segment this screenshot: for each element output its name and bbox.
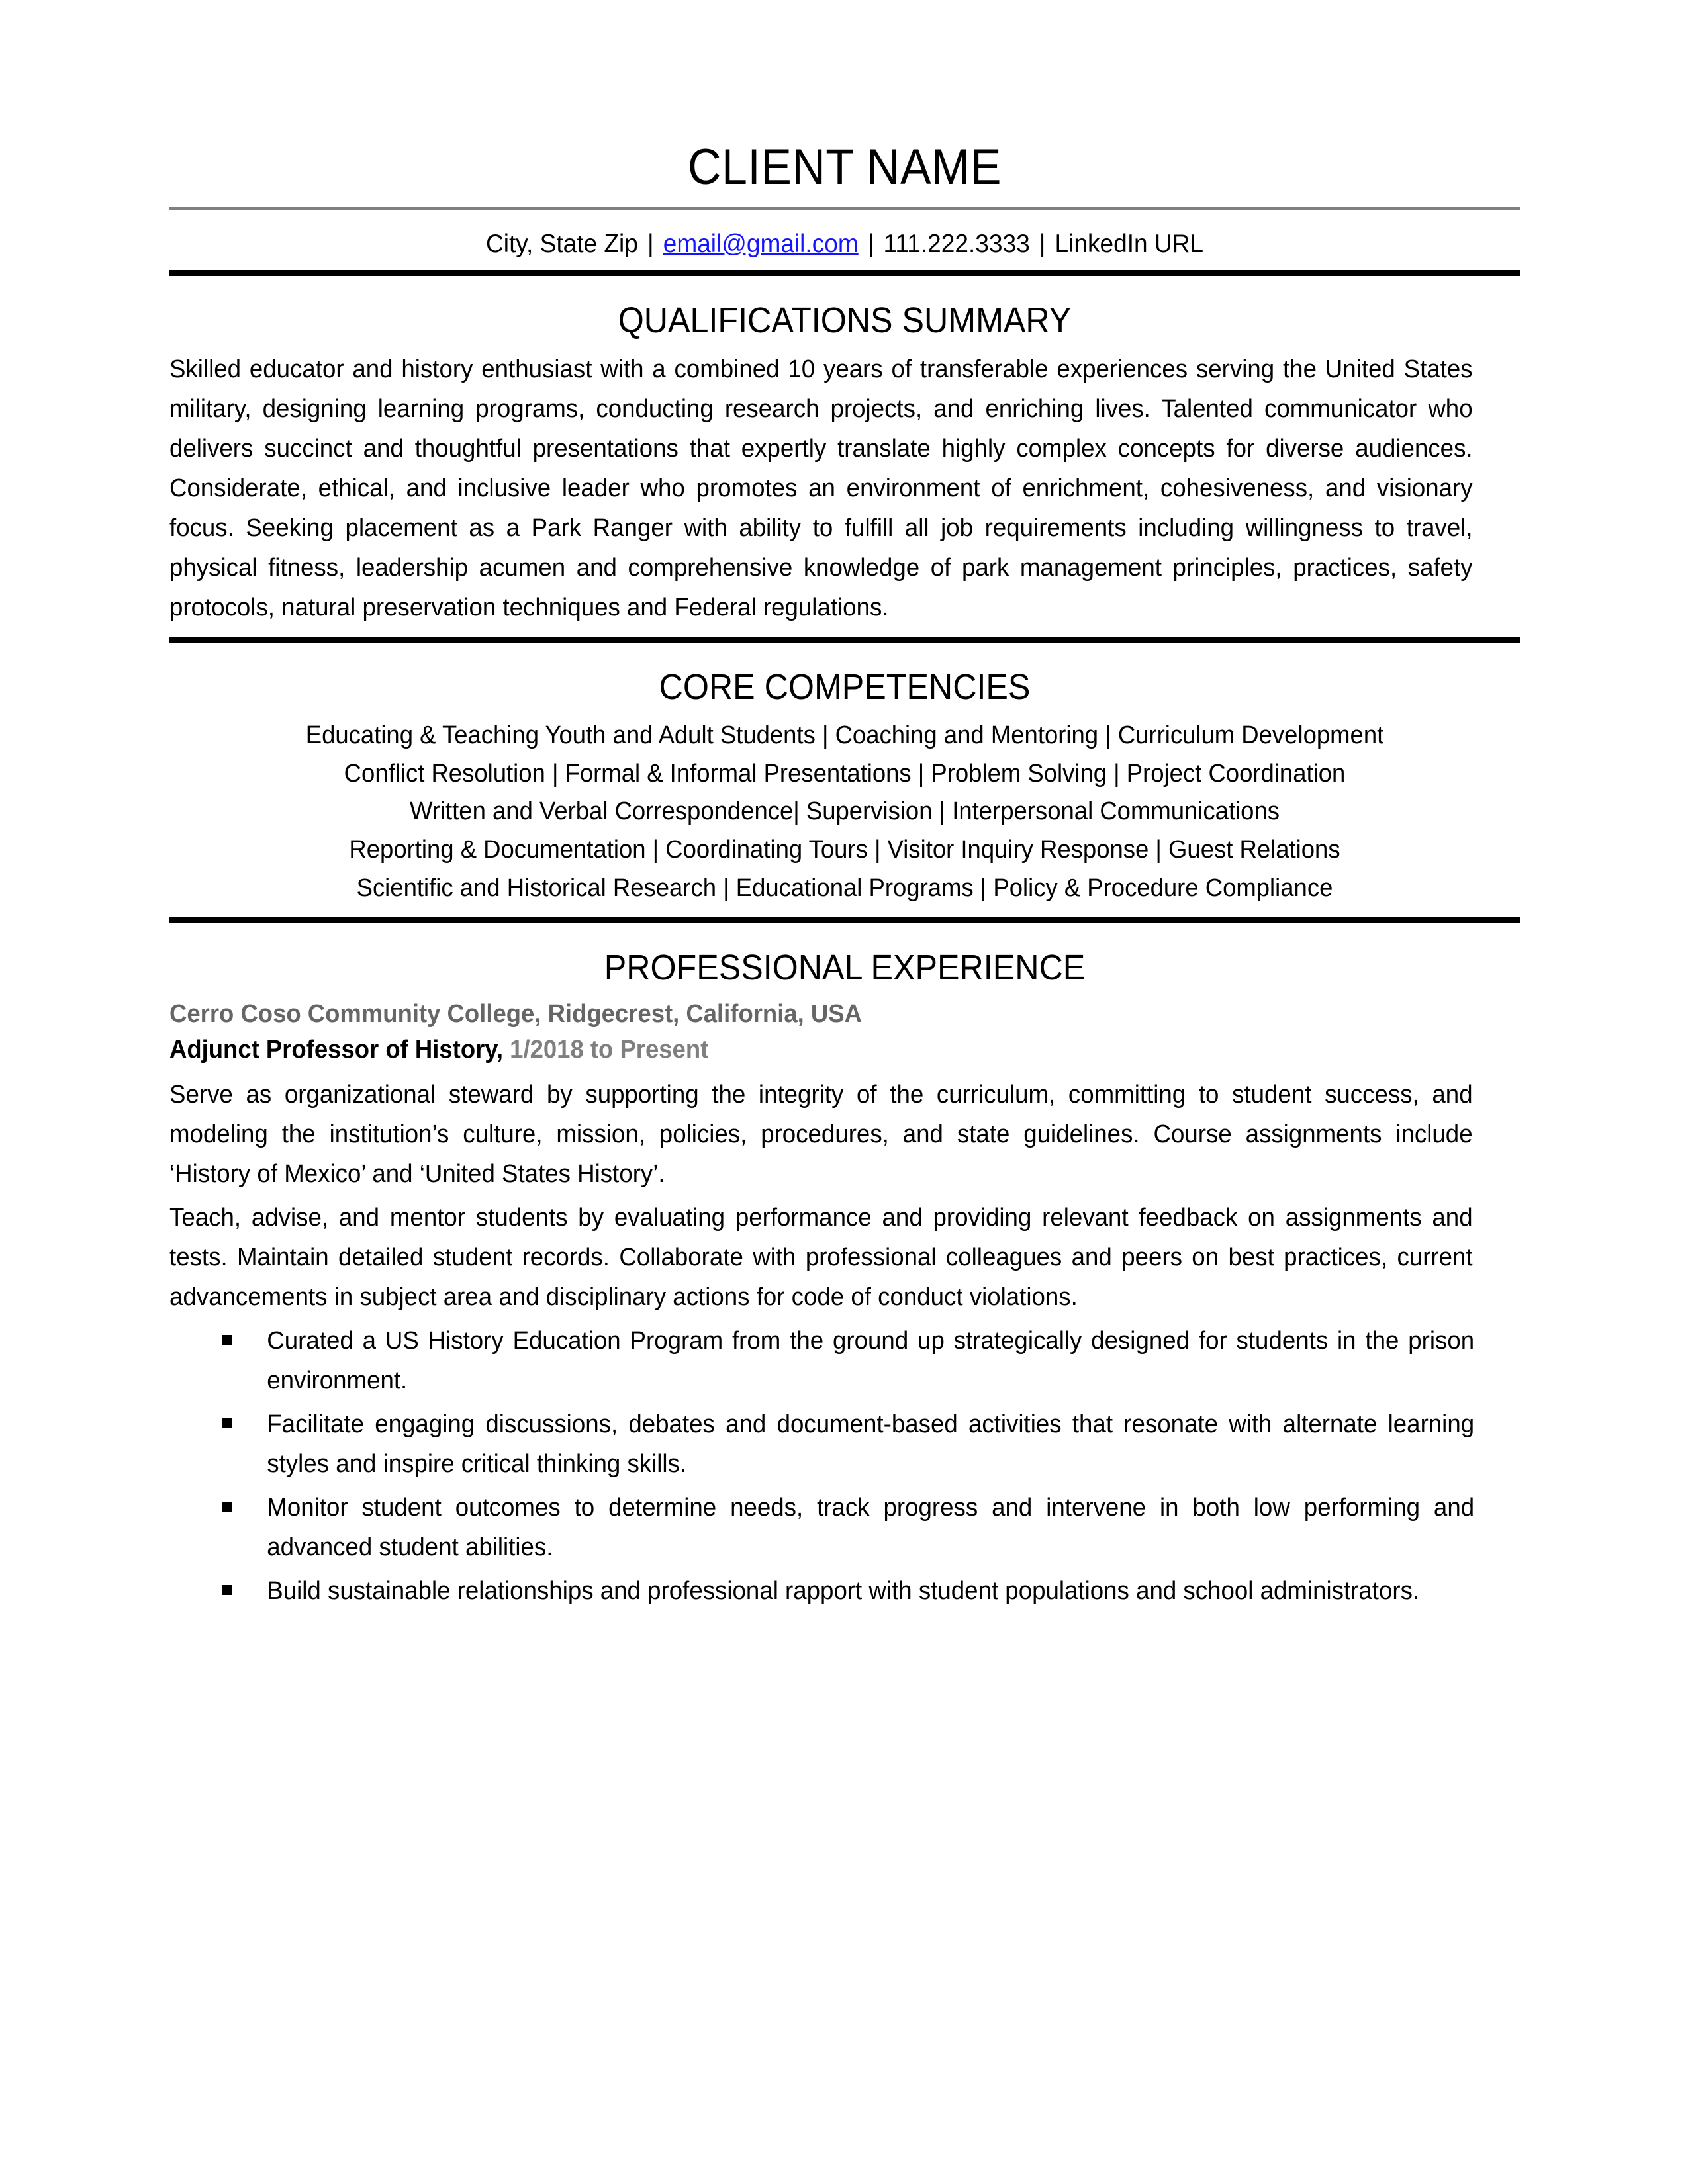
section-divider-2: [169, 917, 1520, 923]
competency-line: Reporting & Documentation | Coordinating Tours | Visitor Inquiry Response | Guest Relations: [349, 836, 1340, 864]
qualifications-paragraph: Skilled educator and history enthusiast with a combined 10 years of transferable experiences serving the United States military, designing learning programs, conducting research projects, and enriching lives. Talented communicator who delivers succinct and thoughtful presentations that expertly translate highly complex concepts for diverse audiences. Considerate, ethical, and inclusive leader who promotes an environment of enrichment, cohesiveness, and visionary focus. Seeking placement as a Park Ranger with ability to fulfill all job requirements including willingness to travel, physical fitness, leadership acumen and comprehensive knowledge of park management principles, practices, safety protocols, natural preservation techniques and Federal regulations.: [169, 355, 1473, 622]
resume-content: [169, 139, 1520, 1624]
contact-separator: |: [867, 230, 874, 258]
competency-line: Conflict Resolution | Formal & Informal Presentations | Problem Solving | Project Coordination: [344, 759, 1346, 788]
competency-line: Educating & Teaching Youth and Adult Students | Coaching and Mentoring | Curriculum Development: [305, 721, 1384, 749]
resume-header: [169, 139, 1520, 276]
square-bullet-icon: [222, 1502, 232, 1512]
contact-linkedin: LinkedIn URL: [1055, 230, 1204, 258]
square-bullet-icon: [222, 1418, 232, 1428]
square-bullet-icon: [222, 1335, 232, 1345]
list-item-text: Monitor student outcomes to determine needs, track progress and intervene in both low performing and advanced student abilities.: [267, 1494, 1475, 1562]
contact-separator: |: [1039, 230, 1046, 258]
section-heading-qualifications: QUALIFICATIONS SUMMARY: [618, 300, 1072, 340]
section-heading-experience: PROFESSIONAL EXPERIENCE: [604, 947, 1086, 987]
list-item: [217, 1404, 1474, 1484]
square-bullet-icon: [222, 1585, 232, 1595]
contact-phone: 111.222.3333: [883, 230, 1030, 258]
job-title-line: [169, 1032, 1466, 1068]
job-title: Adjunct Professor of History,: [169, 1035, 504, 1064]
section-professional-experience: [169, 923, 1520, 1625]
list-item-text: Facilitate engaging discussions, debates and document-based activities that resonate with alternate learning styles and inspire critical thinking skills.: [267, 1410, 1475, 1479]
list-item: [217, 1488, 1474, 1567]
section-core-competencies: [169, 643, 1520, 917]
competency-line: Written and Verbal Correspondence| Supervision | Interpersonal Communications: [409, 797, 1280, 826]
section-heading-competencies: CORE COMPETENCIES: [659, 667, 1031, 707]
list-item: [217, 1571, 1474, 1611]
section-divider-1: [169, 637, 1520, 643]
list-item-text: Curated a US History Education Program from the ground up strategically designed for students in the prison environment.: [267, 1327, 1475, 1395]
job-dates: 1/2018 to Present: [510, 1035, 709, 1064]
job-paragraph: Serve as organizational steward by supporting the integrity of the curriculum, committing to student success, and modeling the institution’s culture, mission, policies, procedures, and state guidelines. Course assignments include ‘History of Mexico’ and ‘United States History’.: [169, 1080, 1473, 1188]
job-paragraph: Teach, advise, and mentor students by evaluating performance and providing relevant feedback on assignments and tests. Maintain detailed student records. Collaborate with professional colleagues and peers on best practices, current advancements in subject area and disciplinary actions for code of conduct violations.: [169, 1203, 1473, 1312]
contact-line: [203, 217, 1486, 270]
job-bullet-list: [169, 1321, 1520, 1611]
header-divider-gray: [169, 207, 1520, 210]
list-item-text: Build sustainable relationships and professional rapport with student populations and school administrators.: [267, 1577, 1420, 1606]
list-item: [217, 1321, 1474, 1400]
contact-email-link[interactable]: email@gmail.com: [663, 230, 859, 258]
experience-entry: [169, 997, 1520, 1611]
contact-separator: |: [647, 230, 654, 258]
contact-location: City, State Zip: [485, 230, 638, 258]
page-title: CLIENT NAME: [688, 139, 1002, 195]
section-qualifications-summary: [169, 276, 1520, 637]
job-company: Cerro Coso Community College, Ridgecrest, California, USA: [169, 999, 862, 1028]
competency-line: Scientific and Historical Research | Educational Programs | Policy & Procedure Compliance: [356, 874, 1333, 902]
header-divider-black: [169, 270, 1520, 276]
